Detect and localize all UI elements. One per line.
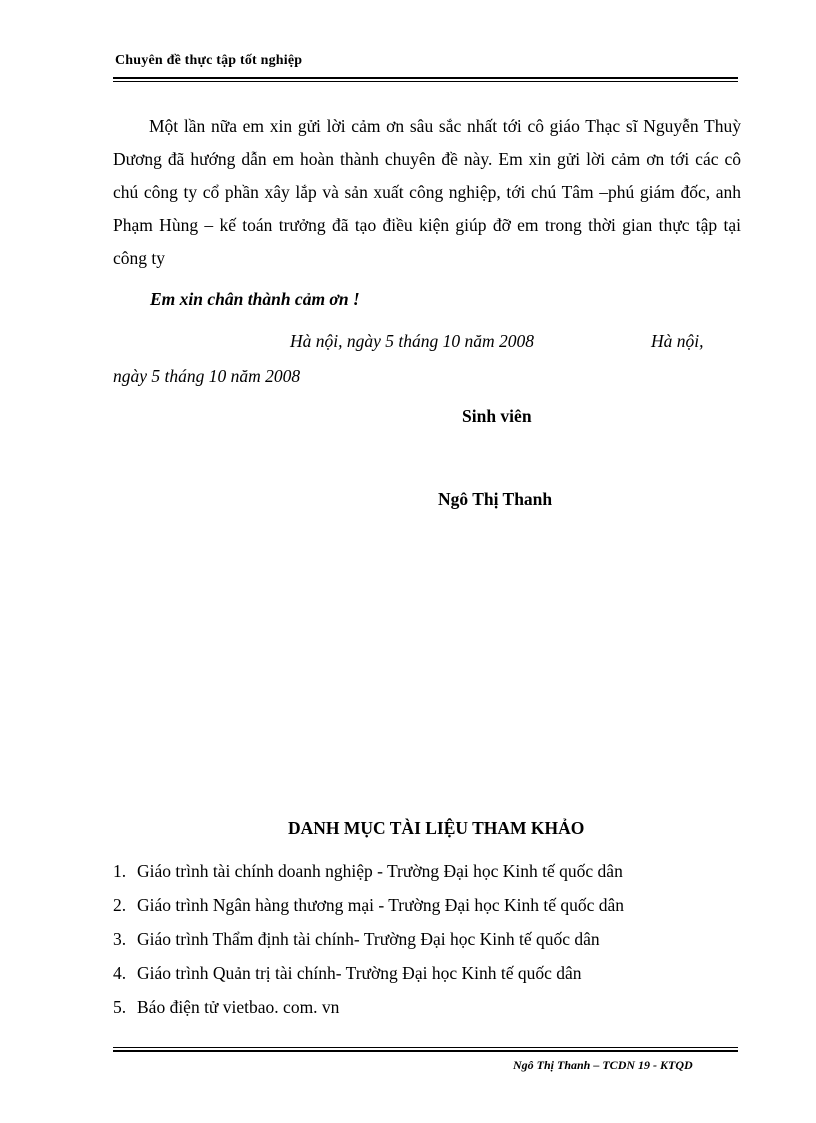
references-list — [113, 856, 624, 1026]
reference-text: Giáo trình tài chính doanh nghiệp - Trường Đại học Kinh tế quốc dân — [137, 861, 623, 881]
header-rule-bottom — [113, 81, 738, 82]
reference-number: 3. — [113, 929, 127, 949]
reference-text: Giáo trình Quản trị tài chính- Trường Đại học Kinh tế quốc dân — [137, 963, 582, 983]
footer-rule-top — [113, 1047, 738, 1048]
reference-item — [113, 992, 624, 1026]
date-line-1: Hà nội, ngày 5 tháng 10 năm 2008 — [290, 331, 535, 351]
reference-item — [113, 958, 624, 992]
references-title: DANH MỤC TÀI LIỆU THAM KHẢO — [288, 818, 585, 838]
reference-item — [113, 924, 624, 958]
body-paragraph: Một lần nữa em xin gửi lời cảm ơn sâu sắc nhất tới cô giáo Thạc sĩ Nguyễn Thuỳ Dương đã hướng dẫn em hoàn thành chuyên đề này. Em xin gửi lời cảm ơn tới các cô chú công ty cổ phần xây lắp và sản xuất công nghiệp, tới chú Tâm –phú giám đốc, anh Phạm Hùng – kế toán trưởng đã tạo điều kiện giúp đỡ em trong thời gian thực tập tại công ty — [113, 116, 741, 268]
thanks-line: Em xin chân thành cảm ơn ! — [150, 289, 360, 309]
footer-text: Ngô Thị Thanh – TCDN 19 - KTQD — [513, 1058, 693, 1072]
reference-number: 1. — [113, 861, 127, 881]
reference-number: 2. — [113, 895, 127, 915]
reference-number: 5. — [113, 997, 127, 1017]
reference-text: Giáo trình Thẩm định tài chính- Trường Đại học Kinh tế quốc dân — [137, 929, 600, 949]
header-rule-top — [113, 77, 738, 79]
reference-item — [113, 890, 624, 924]
signer-name: Ngô Thị Thanh — [438, 489, 553, 509]
reference-number: 4. — [113, 963, 127, 983]
reference-text: Báo điện tử vietbao. com. vn — [137, 997, 340, 1017]
date-line-2: Hà nội, — [651, 331, 704, 351]
signer-role: Sinh viên — [462, 406, 532, 426]
reference-text: Giáo trình Ngân hàng thương mại - Trường Đại học Kinh tế quốc dân — [137, 895, 625, 915]
header-title: Chuyên đề thực tập tốt nghiệp — [115, 53, 303, 68]
reference-item — [113, 856, 624, 890]
date-line-3: ngày 5 tháng 10 năm 2008 — [113, 366, 301, 386]
footer-rule-bottom — [113, 1050, 738, 1052]
